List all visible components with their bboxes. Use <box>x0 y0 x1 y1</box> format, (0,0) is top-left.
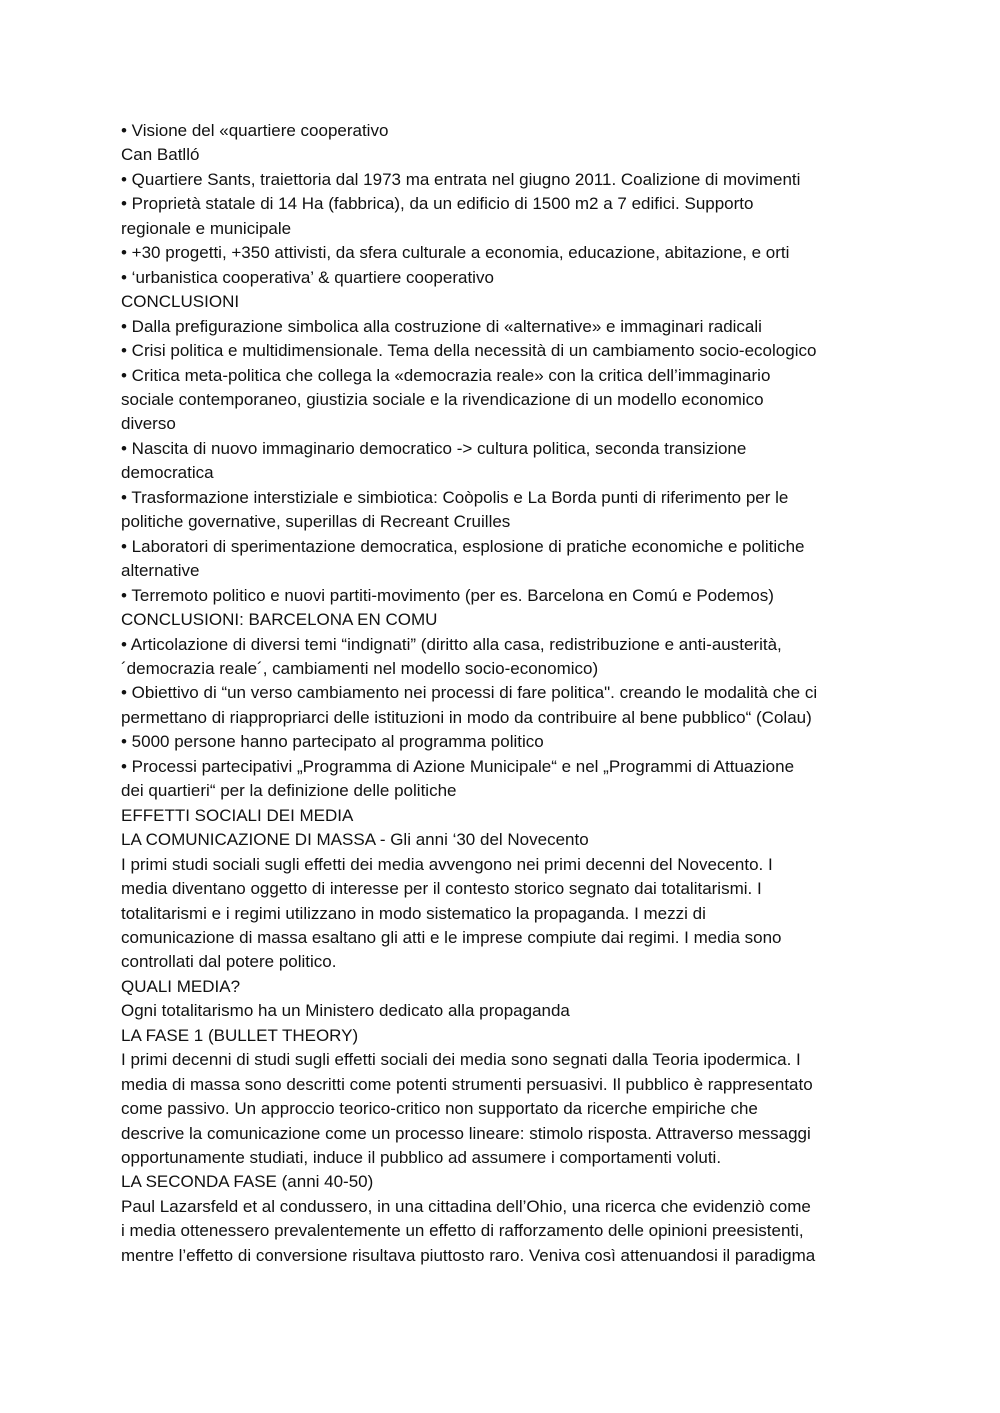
text-line: permettano di riappropriarci delle istituzioni in modo da contribuire al bene pubblico“ (Colau) <box>121 707 812 727</box>
text-line: controllati dal potere politico. <box>121 952 337 972</box>
text-line: alternative <box>121 561 200 581</box>
text-line: • 5000 persone hanno partecipato al programma politico <box>121 732 544 752</box>
text-line: comunicazione di massa esaltano gli atti e le imprese compiute dai regimi. I media sono <box>121 927 782 947</box>
text-line: • Processi partecipativi „Programma di Azione Municipale“ e nel „Programmi di Attuazione <box>121 756 795 776</box>
text-line: Paul Lazarsfeld et al condussero, in una cittadina dell’Ohio, una ricerca che evidenziò come <box>121 1196 811 1216</box>
text-line: Ogni totalitarismo ha un Ministero dedicato alla propaganda <box>121 1001 570 1021</box>
text-line: sociale contemporaneo, giustizia sociale e la rivendicazione di un modello economico <box>121 389 764 409</box>
document-page <box>121 119 891 1268</box>
text-line: regionale e municipale <box>121 218 292 238</box>
text-line: media di massa sono descritti come potenti strumenti persuasivi. Il pubblico è rappresentato <box>121 1074 813 1094</box>
text-line: • Crisi politica e multidimensionale. Tema della necessità di un cambiamento socio-ecologico <box>121 341 817 361</box>
text-line: come passivo. Un approccio teorico-critico non supportato da ricerche empiriche che <box>121 1099 758 1119</box>
text-line: descrive la comunicazione come un processo lineare: stimolo risposta. Attraverso messaggi <box>121 1123 811 1143</box>
text-line: • ‘urbanistica cooperativa’ & quartiere cooperativo <box>121 267 494 287</box>
text-line: • Proprietà statale di 14 Ha (fabbrica), da un edificio di 1500 m2 a 7 edifici. Supporto <box>121 194 754 214</box>
text-line: i media ottenessero prevalentemente un effetto di rafforzamento delle opinioni preesistenti, <box>121 1221 804 1241</box>
text-line: • Nascita di nuovo immaginario democratico -> cultura politica, seconda transizione <box>121 438 747 458</box>
text-line: • Dalla prefigurazione simbolica alla costruzione di «alternative» e immaginari radicali <box>121 316 762 336</box>
text-line: • +30 progetti, +350 attivisti, da sfera culturale a economia, educazione, abitazione, e orti <box>121 243 790 263</box>
text-line: I primi decenni di studi sugli effetti sociali dei media sono segnati dalla Teoria ipodermica. I <box>121 1050 801 1070</box>
text-line: dei quartieri“ per la definizione delle politiche <box>121 781 457 801</box>
text-line: diverso <box>121 414 176 434</box>
text-line: CONCLUSIONI: BARCELONA EN COMU <box>121 610 438 630</box>
text-line: Can Batlló <box>121 145 200 165</box>
text-line: • Trasformazione interstiziale e simbiotica: Coòpolis e La Borda punti di riferimento per le <box>121 487 789 507</box>
text-line: CONCLUSIONI <box>121 292 240 312</box>
text-line: totalitarismi e i regimi utilizzano in modo sistematico la propaganda. I mezzi di <box>121 903 706 923</box>
text-line: • Laboratori di sperimentazione democratica, esplosione di pratiche economiche e politiche <box>121 536 805 556</box>
text-line: politiche governative, superillas di Recreant Cruilles <box>121 512 511 532</box>
text-line: mentre l’effetto di conversione risultava piuttosto raro. Veniva così attenuandosi il paradigma <box>121 1245 816 1265</box>
text-line: • Critica meta-politica che collega la «democrazia reale» con la critica dell’immaginario <box>121 365 771 385</box>
text-line: media diventano oggetto di interesse per il contesto storico segnato dai totalitarismi. I <box>121 879 762 899</box>
text-line: democratica <box>121 463 214 483</box>
text-line: LA COMUNICAZIONE DI MASSA - Gli anni ‘30 del Novecento <box>121 830 589 850</box>
text-line: QUALI MEDIA? <box>121 976 241 996</box>
text-line: • Visione del «quartiere cooperativo <box>121 121 389 140</box>
text-line: • Quartiere Sants, traiettoria dal 1973 ma entrata nel giugno 2011. Coalizione di movimenti <box>121 169 801 189</box>
text-line: EFFETTI SOCIALI DEI MEDIA <box>121 805 354 825</box>
text-line: • Obiettivo di “un verso cambiamento nei processi di fare politica". creando le modalità che ci <box>121 683 818 703</box>
text-line: I primi studi sociali sugli effetti dei media avvengono nei primi decenni del Novecento. I <box>121 854 773 874</box>
text-line: LA FASE 1 (BULLET THEORY) <box>121 1025 359 1045</box>
text-line: opportunamente studiati, induce il pubblico ad assumere i comportamenti voluti. <box>121 1148 722 1168</box>
text-line: • Articolazione di diversi temi “indignati” (diritto alla casa, redistribuzione e anti-austerità, <box>121 634 782 654</box>
text-line: ´democrazia reale´, cambiamenti nel modello socio-economico) <box>121 658 599 678</box>
text-line: • Terremoto politico e nuovi partiti-movimento (per es. Barcelona en Comú e Podemos) <box>121 585 774 605</box>
text-line: LA SECONDA FASE (anni 40-50) <box>121 1172 374 1192</box>
